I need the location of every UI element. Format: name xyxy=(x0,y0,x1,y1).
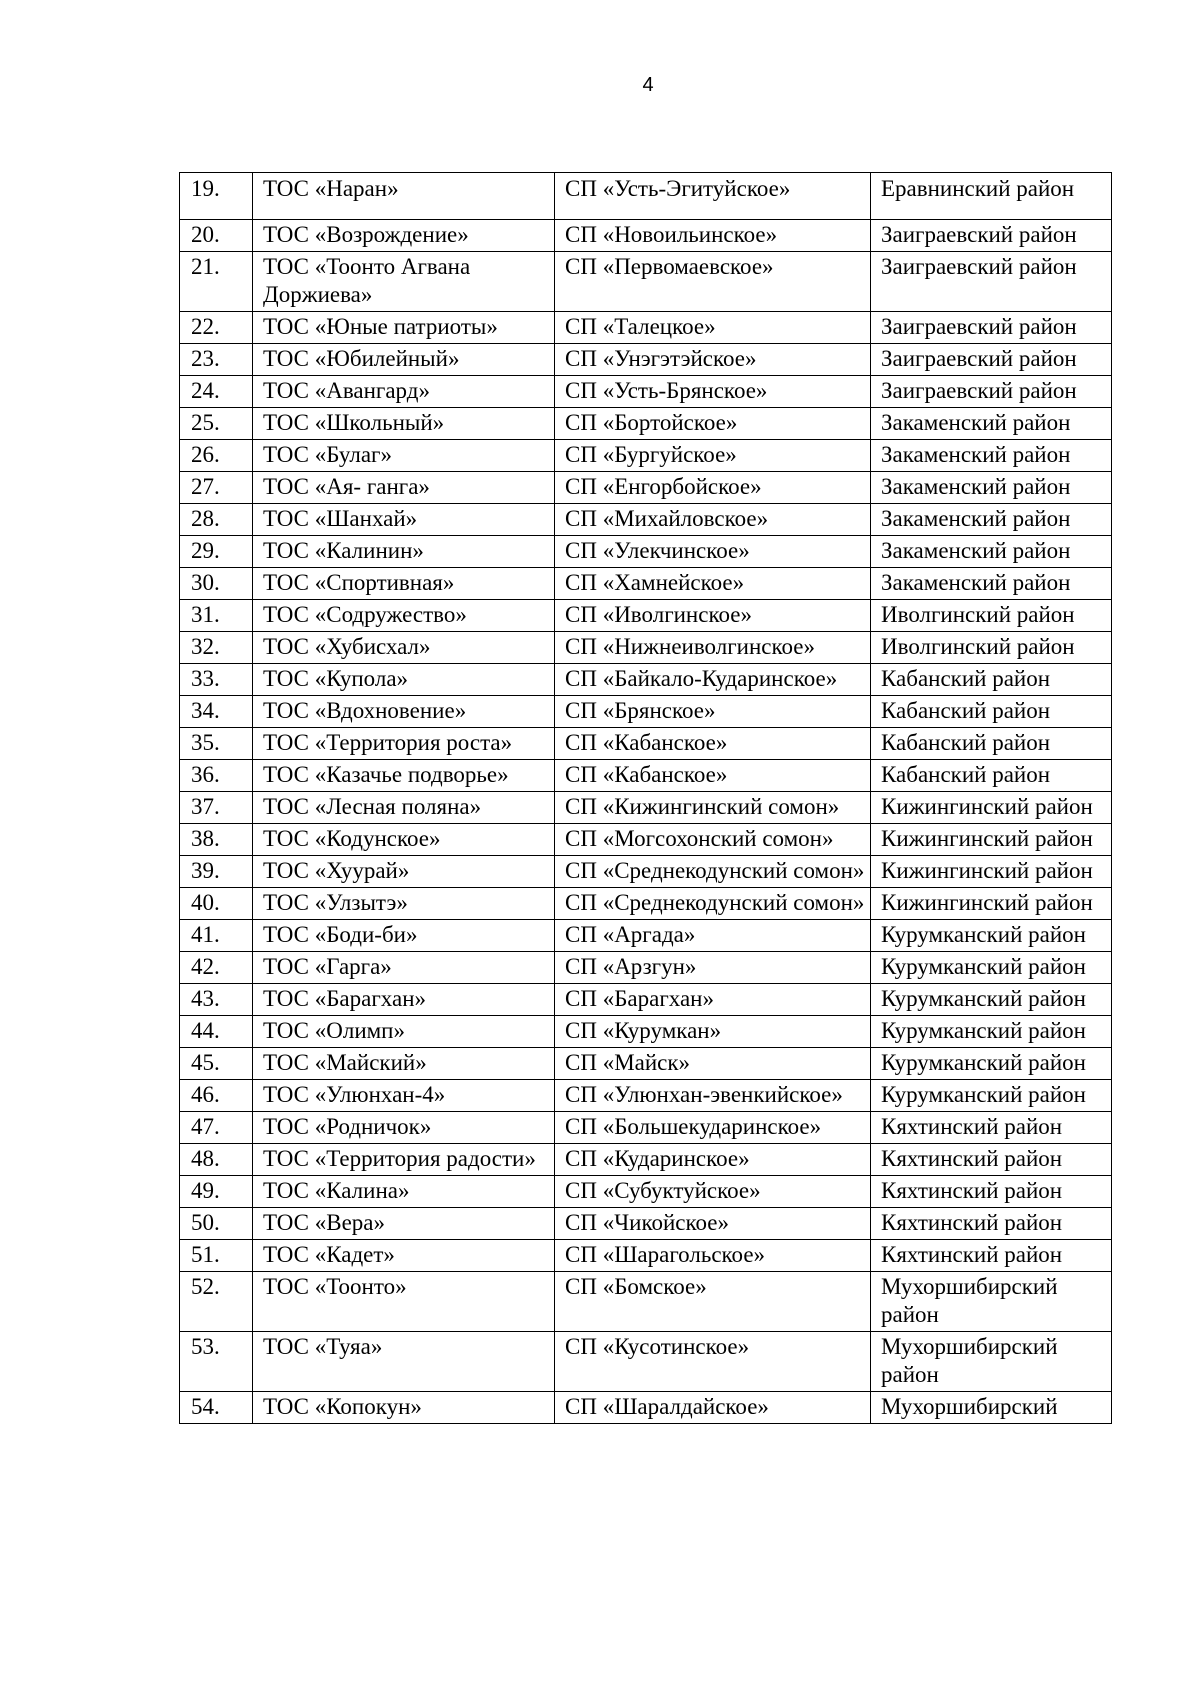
row-number: 26. xyxy=(180,440,253,472)
district-name: Кабанский район xyxy=(871,696,1112,728)
table-row xyxy=(180,824,1112,856)
district-name: Закаменский район xyxy=(871,568,1112,600)
row-number: 45. xyxy=(180,1048,253,1080)
settlement-name: СП «Кабанское» xyxy=(555,760,871,792)
tos-name: ТОС «Тоонто» xyxy=(253,1272,555,1332)
tos-name: ТОС «Наран» xyxy=(253,173,555,220)
settlement-name: СП «Первомаевское» xyxy=(555,252,871,312)
settlement-name: СП «Среднекодунский сомон» xyxy=(555,856,871,888)
row-number: 36. xyxy=(180,760,253,792)
district-name: Заиграевский район xyxy=(871,376,1112,408)
table-row xyxy=(180,1272,1112,1332)
row-number: 27. xyxy=(180,472,253,504)
row-number: 51. xyxy=(180,1240,253,1272)
row-number: 49. xyxy=(180,1176,253,1208)
district-name: Иволгинский район xyxy=(871,632,1112,664)
settlement-name: СП «Кабанское» xyxy=(555,728,871,760)
settlement-name: СП «Бургуйское» xyxy=(555,440,871,472)
tos-name: ТОС «Казачье подворье» xyxy=(253,760,555,792)
row-number: 22. xyxy=(180,312,253,344)
row-number: 25. xyxy=(180,408,253,440)
district-name: Закаменский район xyxy=(871,504,1112,536)
district-name: Закаменский район xyxy=(871,408,1112,440)
tos-name: ТОС «Юбилейный» xyxy=(253,344,555,376)
district-name: Курумканский район xyxy=(871,984,1112,1016)
table-row xyxy=(180,568,1112,600)
table-row xyxy=(180,1144,1112,1176)
table-row xyxy=(180,984,1112,1016)
tos-name: ТОС «Шанхай» xyxy=(253,504,555,536)
row-number: 19. xyxy=(180,173,253,220)
tos-name: ТОС «Булаг» xyxy=(253,440,555,472)
settlement-name: СП «Могсохонский сомон» xyxy=(555,824,871,856)
table-row xyxy=(180,792,1112,824)
tos-name: ТОС «Тоонто Агвана Доржиева» xyxy=(253,252,555,312)
tos-name: ТОС «Территория радости» xyxy=(253,1144,555,1176)
tos-name: ТОС «Вдохновение» xyxy=(253,696,555,728)
table-row xyxy=(180,472,1112,504)
district-name: Мухоршибирский район xyxy=(871,1272,1112,1332)
settlement-name: СП «Арзгун» xyxy=(555,952,871,984)
district-name: Кижингинский район xyxy=(871,824,1112,856)
row-number: 47. xyxy=(180,1112,253,1144)
tos-name: ТОС «Улюнхан-4» xyxy=(253,1080,555,1112)
row-number: 48. xyxy=(180,1144,253,1176)
row-number: 38. xyxy=(180,824,253,856)
district-name: Закаменский район xyxy=(871,440,1112,472)
table-row xyxy=(180,1240,1112,1272)
settlement-name: СП «Майск» xyxy=(555,1048,871,1080)
table-row xyxy=(180,1016,1112,1048)
settlement-name: СП «Усть-Брянское» xyxy=(555,376,871,408)
district-name: Кижингинский район xyxy=(871,792,1112,824)
row-number: 28. xyxy=(180,504,253,536)
row-number: 30. xyxy=(180,568,253,600)
table-row xyxy=(180,888,1112,920)
district-name: Кабанский район xyxy=(871,760,1112,792)
settlement-name: СП «Михайловское» xyxy=(555,504,871,536)
settlement-name: СП «Аргада» xyxy=(555,920,871,952)
row-number: 35. xyxy=(180,728,253,760)
district-name: Кижингинский район xyxy=(871,888,1112,920)
table-row xyxy=(180,440,1112,472)
district-name: Кяхтинский район xyxy=(871,1176,1112,1208)
tos-name: ТОС «Школьный» xyxy=(253,408,555,440)
table-row xyxy=(180,1208,1112,1240)
settlement-name: СП «Чикойское» xyxy=(555,1208,871,1240)
tos-name: ТОС «Вера» xyxy=(253,1208,555,1240)
settlement-name: СП «Байкало-Кударинское» xyxy=(555,664,871,696)
row-number: 44. xyxy=(180,1016,253,1048)
row-number: 32. xyxy=(180,632,253,664)
row-number: 39. xyxy=(180,856,253,888)
settlement-name: СП «Енгорбойское» xyxy=(555,472,871,504)
settlement-name: СП «Иволгинское» xyxy=(555,600,871,632)
table-row xyxy=(180,1176,1112,1208)
district-name: Закаменский район xyxy=(871,472,1112,504)
table-row xyxy=(180,344,1112,376)
row-number: 40. xyxy=(180,888,253,920)
district-name: Иволгинский район xyxy=(871,600,1112,632)
settlement-name: СП «Хамнейское» xyxy=(555,568,871,600)
district-name: Мухоршибирский xyxy=(871,1392,1112,1424)
row-number: 50. xyxy=(180,1208,253,1240)
tos-name: ТОС «Кодунское» xyxy=(253,824,555,856)
settlement-name: СП «Унэгэтэйское» xyxy=(555,344,871,376)
district-name: Кабанский район xyxy=(871,664,1112,696)
tos-name: ТОС «Копокун» xyxy=(253,1392,555,1424)
table-row xyxy=(180,760,1112,792)
table-row xyxy=(180,664,1112,696)
district-name: Заиграевский район xyxy=(871,252,1112,312)
district-name: Заиграевский район xyxy=(871,312,1112,344)
district-name: Закаменский район xyxy=(871,536,1112,568)
row-number: 31. xyxy=(180,600,253,632)
district-name: Кяхтинский район xyxy=(871,1144,1112,1176)
district-name: Курумканский район xyxy=(871,1016,1112,1048)
row-number: 34. xyxy=(180,696,253,728)
settlement-name: СП «Кусотинское» xyxy=(555,1332,871,1392)
table-row xyxy=(180,504,1112,536)
table-row xyxy=(180,1332,1112,1392)
tos-name: ТОС «Калина» xyxy=(253,1176,555,1208)
table-row xyxy=(180,696,1112,728)
district-name: Курумканский район xyxy=(871,920,1112,952)
settlement-name: СП «Улекчинское» xyxy=(555,536,871,568)
table-row xyxy=(180,312,1112,344)
settlement-name: СП «Нижнеиволгинское» xyxy=(555,632,871,664)
table-body xyxy=(180,173,1112,1424)
tos-name: ТОС «Юные патриоты» xyxy=(253,312,555,344)
tos-name: ТОС «Территория роста» xyxy=(253,728,555,760)
table-row xyxy=(180,1080,1112,1112)
table-row xyxy=(180,173,1112,220)
district-name: Заиграевский район xyxy=(871,220,1112,252)
district-name: Кяхтинский район xyxy=(871,1208,1112,1240)
district-name: Кабанский район xyxy=(871,728,1112,760)
row-number: 42. xyxy=(180,952,253,984)
row-number: 24. xyxy=(180,376,253,408)
tos-name: ТОС «Возрождение» xyxy=(253,220,555,252)
tos-name: ТОС «Улзытэ» xyxy=(253,888,555,920)
table-row xyxy=(180,408,1112,440)
tos-name: ТОС «Купола» xyxy=(253,664,555,696)
table-row xyxy=(180,252,1112,312)
tos-name: ТОС «Хуурай» xyxy=(253,856,555,888)
table-row xyxy=(180,376,1112,408)
table-row xyxy=(180,856,1112,888)
settlement-name: СП «Брянское» xyxy=(555,696,871,728)
settlement-name: СП «Бортойское» xyxy=(555,408,871,440)
row-number: 54. xyxy=(180,1392,253,1424)
row-number: 20. xyxy=(180,220,253,252)
row-number: 21. xyxy=(180,252,253,312)
table-row xyxy=(180,1392,1112,1424)
district-name: Мухоршибирский район xyxy=(871,1332,1112,1392)
settlement-name: СП «Курумкан» xyxy=(555,1016,871,1048)
settlement-name: СП «Кижингинский сомон» xyxy=(555,792,871,824)
table-row xyxy=(180,1048,1112,1080)
table-row xyxy=(180,1112,1112,1144)
page-number: 4 xyxy=(642,74,654,96)
district-name: Курумканский район xyxy=(871,1080,1112,1112)
tos-name: ТОС «Авангард» xyxy=(253,376,555,408)
tos-name: ТОС «Боди-би» xyxy=(253,920,555,952)
table-row xyxy=(180,952,1112,984)
district-name: Курумканский район xyxy=(871,1048,1112,1080)
row-number: 41. xyxy=(180,920,253,952)
row-number: 53. xyxy=(180,1332,253,1392)
row-number: 23. xyxy=(180,344,253,376)
settlement-name: СП «Бомское» xyxy=(555,1272,871,1332)
district-name: Кяхтинский район xyxy=(871,1240,1112,1272)
tos-name: ТОС «Гарга» xyxy=(253,952,555,984)
tos-name: ТОС «Хубисхал» xyxy=(253,632,555,664)
table-row xyxy=(180,728,1112,760)
row-number: 46. xyxy=(180,1080,253,1112)
district-name: Кяхтинский район xyxy=(871,1112,1112,1144)
row-number: 29. xyxy=(180,536,253,568)
tos-name: ТОС «Туяа» xyxy=(253,1332,555,1392)
tos-name: ТОС «Майский» xyxy=(253,1048,555,1080)
tos-name: ТОС «Лесная поляна» xyxy=(253,792,555,824)
district-name: Курумканский район xyxy=(871,952,1112,984)
table-row xyxy=(180,632,1112,664)
table-row xyxy=(180,920,1112,952)
settlement-name: СП «Большекударинское» xyxy=(555,1112,871,1144)
row-number: 33. xyxy=(180,664,253,696)
settlement-name: СП «Шаралдайское» xyxy=(555,1392,871,1424)
settlement-name: СП «Талецкое» xyxy=(555,312,871,344)
settlement-name: СП «Шарагольское» xyxy=(555,1240,871,1272)
tos-table xyxy=(179,172,1112,1424)
settlement-name: СП «Новоильинское» xyxy=(555,220,871,252)
district-name: Кижингинский район xyxy=(871,856,1112,888)
settlement-name: СП «Улюнхан-эвенкийское» xyxy=(555,1080,871,1112)
table-row xyxy=(180,600,1112,632)
settlement-name: СП «Кударинское» xyxy=(555,1144,871,1176)
tos-name: ТОС «Ая- ганга» xyxy=(253,472,555,504)
district-name: Еравнинский район xyxy=(871,173,1112,220)
row-number: 43. xyxy=(180,984,253,1016)
table-row xyxy=(180,536,1112,568)
table-row xyxy=(180,220,1112,252)
tos-name: ТОС «Кадет» xyxy=(253,1240,555,1272)
tos-name: ТОС «Калинин» xyxy=(253,536,555,568)
row-number: 52. xyxy=(180,1272,253,1332)
settlement-name: СП «Усть-Эгитуйское» xyxy=(555,173,871,220)
tos-name: ТОС «Содружество» xyxy=(253,600,555,632)
row-number: 37. xyxy=(180,792,253,824)
district-name: Заиграевский район xyxy=(871,344,1112,376)
tos-name: ТОС «Спортивная» xyxy=(253,568,555,600)
settlement-name: СП «Субуктуйское» xyxy=(555,1176,871,1208)
tos-name: ТОС «Барагхан» xyxy=(253,984,555,1016)
settlement-name: СП «Барагхан» xyxy=(555,984,871,1016)
settlement-name: СП «Среднекодунский сомон» xyxy=(555,888,871,920)
tos-name: ТОС «Родничок» xyxy=(253,1112,555,1144)
tos-name: ТОС «Олимп» xyxy=(253,1016,555,1048)
